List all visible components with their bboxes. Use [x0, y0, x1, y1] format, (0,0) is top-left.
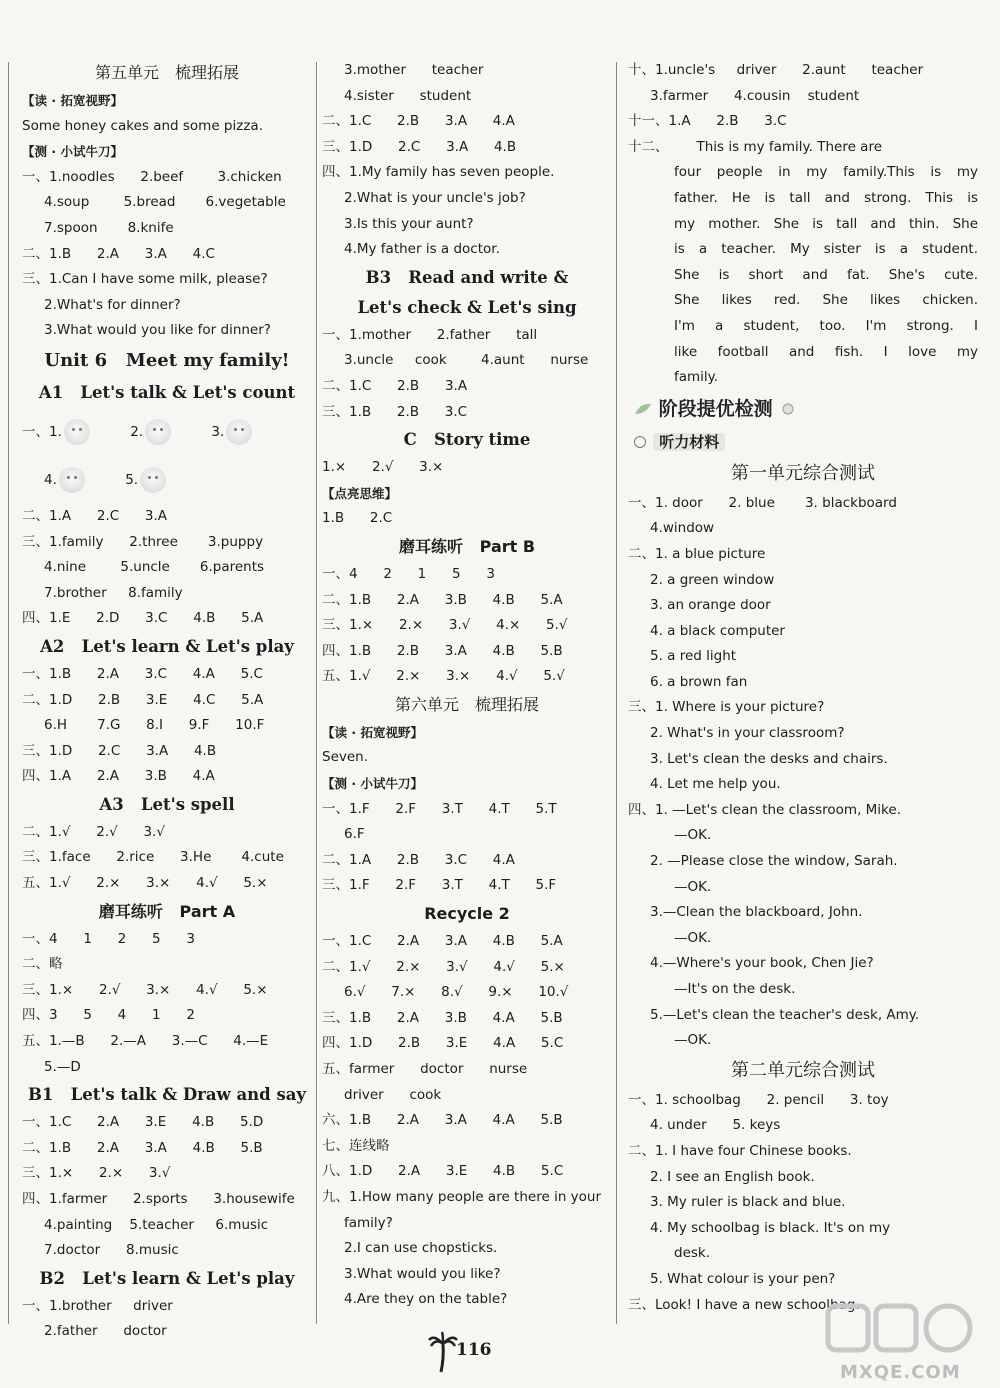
listening-label: 听力材料 [628, 427, 978, 457]
answer-line: 3. Let's clean the desks and chairs. [650, 750, 888, 767]
answer-line: 5.—Let's clean the teacher's desk, Amy. [650, 1006, 920, 1023]
essay-line: my mother. She is tall and thin. She [674, 215, 978, 232]
answer-line: 三、1.B 2.A 3.B 4.A 5.B [322, 1009, 563, 1026]
answer-line: 六、1.B 2.A 3.A 4.A 5.B [322, 1112, 563, 1129]
section-title: 第六单元 梳理拓展 [394, 694, 539, 714]
answer-line: family? [344, 1214, 393, 1231]
flower-icon [779, 402, 797, 416]
essay-line: like football and fish. I love my [674, 343, 978, 360]
essay-line: four people in my family.This is my [674, 164, 978, 181]
answer-line: 3. My ruler is black and blue. [650, 1194, 846, 1211]
essay-line: is a teacher. My sister is a student. [674, 241, 978, 258]
test-title: 第一单元综合测试 [731, 462, 875, 484]
column-divider-left [316, 62, 317, 1324]
answer-line: 四、1.E 2.D 3.C 4.B 5.A [22, 610, 264, 627]
answer-line: 一、1.F 2.F 3.T 4.T 5.T [322, 800, 557, 817]
smiley-face-icon [140, 467, 166, 493]
essay-line: father. He is tall and strong. This is [674, 189, 978, 206]
answer-line: 二、1.A 2.C 3.A [22, 507, 168, 524]
lesson-title: Let's check & Let's sing [357, 297, 577, 317]
answer-line: 2.What's for dinner? [44, 296, 181, 313]
answer-line: 2.What is your uncle's job? [344, 189, 526, 206]
answer-line: 3. an orange door [650, 597, 771, 614]
answer-line: 二、1. a blue picture [628, 545, 766, 562]
answer-line: 一、1.brother driver [22, 1297, 173, 1314]
answer-line: 十、1.uncle's driver 2.aunt teacher [628, 62, 924, 78]
answer-line: 3.—Clean the blackboard, John. [650, 904, 863, 921]
answer-line: 4. My schoolbag is black. It's on my [650, 1219, 891, 1236]
page-number: 116 [456, 1340, 492, 1360]
answer-line: 三、1.B 2.B 3.C [322, 403, 468, 420]
answer-line: 7.spoon 8.knife [44, 219, 174, 236]
answer-line: driver cook [344, 1086, 442, 1103]
question-label: 十二、 [628, 138, 669, 155]
face-label: 5. [125, 471, 139, 488]
answer-line: 二、1.D 2.B 3.E 4.C 5.A [22, 691, 264, 708]
smiley-face-icon [59, 467, 85, 493]
answer-line: 3.What would you like for dinner? [44, 322, 271, 339]
section-tag: 【测 · 小试牛刀】 [322, 776, 423, 792]
answer-line: 三、1. Where is your picture? [628, 699, 825, 716]
lesson-title: Recycle 2 [424, 904, 510, 924]
answer-line: 5.—D [44, 1058, 81, 1075]
column-divider-middle [616, 62, 617, 1324]
answer-line: 五、1.—B 2.—A 3.—C 4.—E [22, 1033, 269, 1050]
essay-line: family. [674, 369, 719, 386]
section-tag: 【读 · 拓宽视野】 [22, 93, 123, 108]
answer-line: 四、3 5 4 1 2 [22, 1007, 195, 1024]
essay-line: She likes red. She likes chicken. [674, 292, 978, 309]
lesson-title: B3 Read and write & [365, 267, 569, 287]
answer-line: Some honey cakes and some pizza. [22, 117, 263, 134]
answer-line: 二、1.B 2.A 3.A 4.C [22, 245, 215, 262]
answer-line: 6. a brown fan [650, 673, 748, 690]
answer-line: 九、1.How many people are there in your [322, 1188, 602, 1205]
answer-line: 三、1.× 2.× 3.√ [22, 1165, 171, 1182]
face-label: 一、1. [22, 423, 62, 440]
answer-line: 7.doctor 8.music [44, 1242, 179, 1259]
section-title: 第五单元 梳理拓展 [94, 63, 239, 82]
answer-line: 1.× 2.√ 3.× [322, 459, 444, 476]
leaf-icon [634, 402, 652, 416]
section-tag: 【点亮思维】 [322, 485, 398, 501]
answer-line: 4. a black computer [650, 622, 785, 639]
answer-line: 二、1.B 2.A 3.A 4.B 5.B [22, 1139, 263, 1156]
answer-line: 6.H 7.G 8.I 9.F 10.F [44, 717, 265, 734]
unit-title: Unit 6 Meet my family! [44, 349, 290, 371]
lesson-title: C Story time [403, 430, 531, 450]
answer-line: 三、1.face 2.rice 3.He 4.cute [22, 849, 284, 866]
answer-line: 四、1.My family has seven people. [322, 164, 555, 181]
answer-line: 4.painting 5.teacher 6.music [44, 1216, 269, 1233]
face-label: 3. [211, 423, 225, 440]
answer-line: 3.farmer 4.cousin student [650, 87, 860, 104]
answer-line: 四、1.farmer 2.sports 3.housewife [22, 1191, 295, 1207]
answer-line: 一、4 2 1 5 3 [322, 565, 495, 582]
answer-line: 一、1. door 2. blue 3. blackboard [628, 494, 897, 511]
answer-line: desk. [674, 1245, 711, 1262]
lesson-title: 磨耳练听 Part A [98, 901, 236, 921]
answer-line: Seven. [322, 749, 369, 766]
essay-first-line [628, 135, 978, 161]
answer-column-3 [628, 58, 978, 1326]
watermark-text: MXQE.COM [840, 1362, 961, 1383]
answer-line: 三、1.D 2.C 3.A 4.B [322, 138, 517, 155]
smiley-face-icon [226, 419, 252, 445]
answer-line: 一、1.mother 2.father tall [322, 326, 538, 343]
face-answers-row [22, 408, 312, 456]
answer-line: 一、1.B 2.A 3.C 4.A 5.C [22, 665, 263, 682]
smiley-face-icon [145, 419, 171, 445]
answer-line: 四、1.B 2.B 3.A 4.B 5.B [322, 642, 563, 659]
smiley-face-icon [64, 419, 90, 445]
circle-icon [634, 436, 646, 448]
answer-line: 十一、1.A 2.B 3.C [628, 113, 787, 130]
face-label: 4. [44, 471, 57, 488]
lesson-title: 磨耳练听 Part B [398, 536, 536, 556]
answer-line: 五、farmer doctor nurse [322, 1061, 528, 1077]
section-tag: 【测 · 小试牛刀】 [22, 144, 123, 160]
answer-line: 三、1.× 2.× 3.√ 4.× 5.√ [322, 617, 568, 634]
column-divider-right [8, 62, 9, 1324]
answer-line: 3.mother teacher [344, 62, 484, 78]
answer-line: 五、1.√ 2.× 3.× 4.√ 5.√ [322, 668, 565, 685]
answer-line: 6.√ 7.× 8.√ 9.× 10.√ [344, 984, 569, 1001]
answer-line: 3.uncle cook 4.aunt nurse [344, 352, 589, 369]
answer-line: 三、1.F 2.F 3.T 4.T 5.F [322, 877, 557, 894]
stage-title: 阶段提优检测 [658, 397, 773, 420]
lesson-title: B1 Let's talk & Draw and say [27, 1085, 307, 1105]
face-label: 2. [130, 423, 144, 440]
answer-line: 2.I can use chopsticks. [344, 1240, 498, 1257]
answer-line: 4.window [650, 520, 715, 537]
answer-line: 4. under 5. keys [650, 1117, 781, 1134]
answer-line: 三、1.Can I have some milk, please? [22, 271, 268, 288]
answer-line: 二、略 [22, 956, 63, 973]
answer-line: —OK. [674, 1032, 712, 1049]
answer-line: 3.What would you like? [344, 1265, 501, 1282]
answer-line: 三、1.× 2.√ 3.× 4.√ 5.× [22, 981, 268, 998]
answer-line: 6.F [344, 826, 365, 843]
answer-line: 一、1.noodles 2.beef 3.chicken [22, 168, 282, 185]
answer-line: 二、1. I have four Chinese books. [628, 1142, 852, 1159]
answer-line: —OK. [674, 827, 712, 844]
answer-line: 二、1.A 2.B 3.C 4.A [322, 851, 515, 868]
answer-line: 2. What's in your classroom? [650, 725, 845, 742]
answer-line: 4.sister student [344, 87, 472, 104]
answer-line: 4. Let me help you. [650, 776, 781, 793]
answer-line: 2. —Please close the window, Sarah. [650, 853, 898, 870]
answer-line: 1.B 2.C [322, 510, 393, 527]
answer-line: 二、1.C 2.B 3.A 4.A [322, 113, 515, 130]
face-answers-row [22, 456, 312, 504]
lesson-title: A2 Let's learn & Let's play [40, 636, 294, 656]
answer-line: 八、1.D 2.A 3.E 4.B 5.C [322, 1163, 564, 1180]
answer-line: 四、1. —Let's clean the classroom, Mike. [628, 801, 901, 818]
stage-header [628, 391, 978, 427]
answer-line: 三、Look! I have a new schoolbag. [628, 1296, 860, 1313]
essay-line: I'm a student, too. I'm strong. I [674, 317, 978, 334]
essay-line: This is my family. There are [696, 138, 882, 155]
section-tag: 【读 · 拓宽视野】 [322, 724, 423, 740]
answer-line: 二、1.B 2.A 3.B 4.B 5.A [322, 591, 563, 608]
answer-line: 二、1.√ 2.√ 3.√ [22, 823, 165, 840]
answer-line: 2.father doctor [44, 1323, 167, 1340]
answer-line: —OK. [674, 878, 712, 895]
answer-line: 一、1.C 2.A 3.E 4.B 5.D [22, 1114, 264, 1131]
answer-line: —It's on the desk. [674, 981, 796, 997]
answer-line: 一、4 1 2 5 3 [22, 930, 195, 947]
answer-line: 七、连线略 [322, 1137, 390, 1154]
essay-line: She is short and fat. She's cute. [674, 266, 978, 283]
answer-line: 二、1.√ 2.× 3.√ 4.√ 5.× [322, 958, 565, 975]
palm-tree-icon [428, 1330, 458, 1374]
test-title: 第二单元综合测试 [731, 1059, 875, 1081]
answer-line: 7.brother 8.family [44, 584, 183, 601]
answer-line: 五、1.√ 2.× 3.× 4.√ 5.× [22, 875, 268, 892]
answer-line: 三、1.D 2.C 3.A 4.B [22, 742, 217, 759]
answer-line: 3.Is this your aunt? [344, 215, 474, 232]
lesson-title: A1 Let's talk & Let's count [38, 382, 296, 402]
answer-line: 三、1.family 2.three 3.puppy [22, 533, 264, 550]
answer-line: 2. I see an English book. [650, 1168, 815, 1185]
answer-line: 4.Are they on the table? [344, 1291, 508, 1308]
answer-line: 4.—Where's your book, Chen Jie? [650, 955, 874, 972]
answer-column-2 [322, 58, 612, 1326]
answer-line: 二、1.C 2.B 3.A [322, 377, 468, 394]
answer-line: 一、1. schoolbag 2. pencil 3. toy [628, 1091, 889, 1108]
answer-line: 4.soup 5.bread 6.vegetable [44, 194, 286, 211]
answer-line: 4.nine 5.uncle 6.parents [44, 559, 265, 576]
lesson-title: B2 Let's learn & Let's play [39, 1268, 295, 1288]
answer-line: 2. a green window [650, 571, 775, 588]
answer-line: 一、1.C 2.A 3.A 4.B 5.A [322, 933, 563, 950]
answer-line: 四、1.D 2.B 3.E 4.A 5.C [322, 1035, 564, 1052]
answer-line: 4.My father is a doctor. [344, 241, 500, 258]
answer-column-1 [22, 58, 312, 1340]
answer-line: 5. What colour is your pen? [650, 1270, 836, 1287]
answer-line: 5. a red light [650, 648, 737, 665]
lesson-title: A3 Let's spell [99, 794, 235, 814]
answer-line: —OK. [674, 929, 712, 946]
answer-line: 四、1.A 2.A 3.B 4.A [22, 768, 215, 785]
